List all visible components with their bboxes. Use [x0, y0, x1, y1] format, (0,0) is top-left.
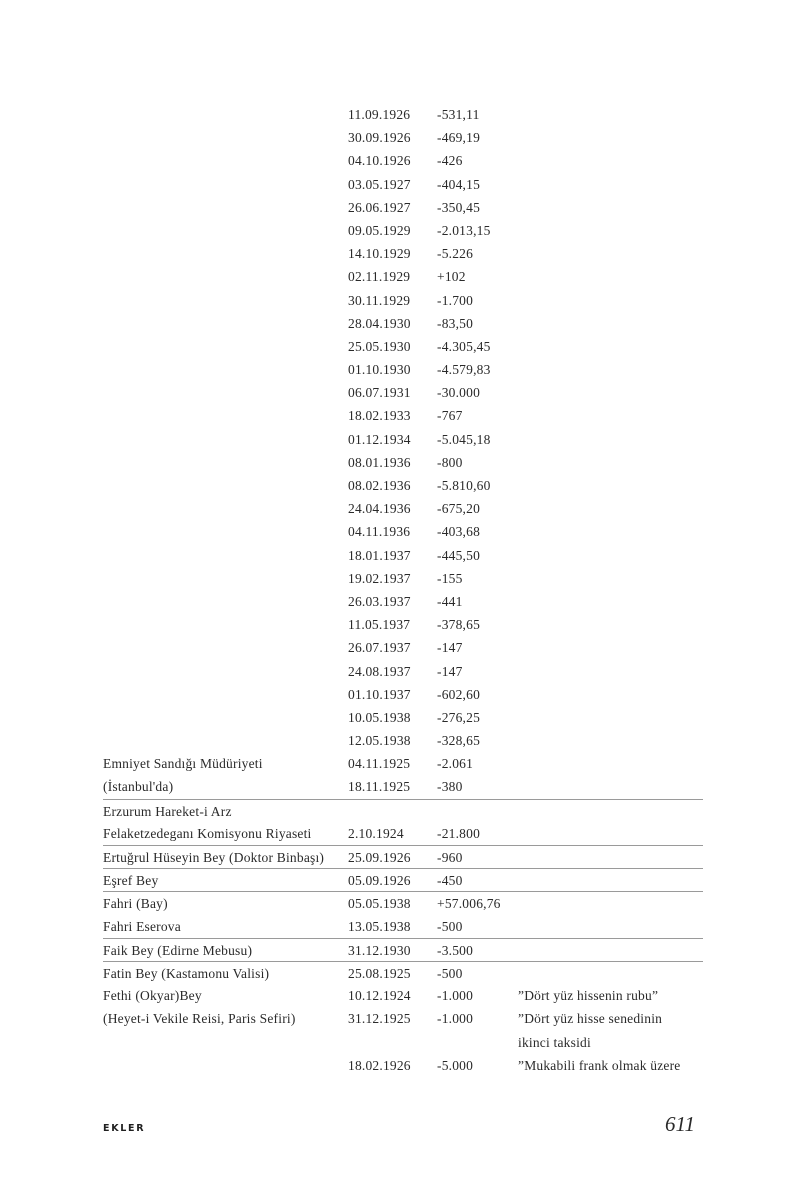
entry-amount: -960 [437, 850, 463, 865]
entry-name: Fatin Bey (Kastamonu Valisi) [103, 965, 270, 981]
entry-amount: -1.000 [437, 1011, 474, 1027]
entry-date: 25.05.1930 [348, 338, 411, 354]
entry-amount: -21.800 [437, 825, 481, 841]
entry-date: 08.01.1936 [348, 454, 411, 470]
entry-name [103, 683, 348, 706]
entry-name [103, 358, 348, 381]
entry-name [103, 613, 348, 636]
entry-name [103, 729, 348, 752]
entry-date: 24.04.1936 [348, 501, 411, 517]
entry-amount: -4.305,45 [437, 338, 491, 354]
table-row [103, 799, 703, 822]
entry-name [103, 335, 348, 358]
entry-date: 25.08.1925 [348, 965, 411, 981]
entry-amount: -147 [437, 640, 463, 656]
entry-date: 12.05.1938 [348, 733, 411, 749]
entry-name: Faik Bey (Edirne Mebusu) [103, 942, 253, 958]
entry-name: Ertuğrul Hüseyin Bey (Doktor Binbaşı) [103, 850, 325, 865]
entry-amount: -441 [437, 593, 463, 609]
entry-note [518, 660, 703, 683]
entry-note [518, 289, 703, 312]
entry-note [518, 474, 703, 497]
table-row [103, 544, 703, 567]
table-row [103, 289, 703, 312]
entry-amount: -500 [437, 965, 463, 981]
table-row [103, 196, 703, 219]
entry-note [518, 149, 703, 172]
entry-note [518, 636, 703, 659]
table-row [103, 497, 703, 520]
entry-amount: -5.000 [437, 1057, 474, 1073]
entry-amount: -800 [437, 454, 463, 470]
entry-date: 19.02.1937 [348, 570, 411, 586]
entry-note [518, 775, 703, 798]
entry-amount: -445,50 [437, 547, 481, 563]
entry-amount: -83,50 [437, 315, 474, 331]
page-footer [103, 1112, 695, 1137]
entry-date: 24.08.1937 [348, 663, 411, 679]
table-row [103, 1007, 703, 1030]
entry-amount: -328,65 [437, 733, 481, 749]
entry-date: 26.07.1937 [348, 640, 411, 656]
entry-note [518, 683, 703, 706]
entry-note [518, 358, 703, 381]
entry-date: 14.10.1929 [348, 246, 411, 262]
table-row [103, 242, 703, 265]
entry-amount: -404,15 [437, 176, 481, 192]
entry-name [103, 660, 348, 683]
table-row [103, 961, 703, 984]
entry-amount: -5.226 [437, 246, 474, 262]
entry-amount: -4.579,83 [437, 362, 491, 378]
entry-note [518, 520, 703, 543]
entry-name: Felaketzedeganı Komisyonu Riyaseti [103, 825, 312, 841]
entry-date: 18.02.1933 [348, 408, 411, 424]
entry-amount: -675,20 [437, 501, 481, 517]
entry-date: 28.04.1930 [348, 315, 411, 331]
entry-date: 26.06.1927 [348, 199, 411, 215]
entry-note [518, 544, 703, 567]
entry-amount: -5.045,18 [437, 431, 491, 447]
entry-name [103, 381, 348, 404]
entry-amount: -155 [437, 570, 463, 586]
entry-date: 11.05.1937 [348, 617, 411, 633]
entry-amount: -147 [437, 663, 463, 679]
entry-name [103, 567, 348, 590]
table-row [103, 404, 703, 427]
entry-amount: -767 [437, 408, 463, 424]
entry-name: Fethi (Okyar)Bey [103, 988, 202, 1004]
entry-date: 30.11.1929 [348, 292, 411, 308]
entry-date: 08.02.1936 [348, 478, 411, 493]
table-row [103, 729, 703, 752]
table-row [103, 173, 703, 196]
entry-note [518, 567, 703, 590]
table-row [103, 103, 703, 126]
entry-note [518, 613, 703, 636]
entry-note [518, 312, 703, 335]
entry-date: 09.05.1929 [348, 222, 411, 238]
entry-date: 25.09.1926 [348, 850, 411, 865]
entry-name [103, 219, 348, 242]
table-row [103, 381, 703, 404]
entry-name [103, 289, 348, 312]
entry-date: 04.11.1936 [348, 524, 411, 540]
entry-name [103, 173, 348, 196]
entry-note [518, 822, 703, 845]
entry-date: 10.12.1924 [348, 988, 411, 1004]
table-row [103, 474, 703, 497]
entry-date: 04.11.1925 [348, 756, 411, 772]
entry-date: 02.11.1929 [348, 269, 411, 285]
entry-date: 31.12.1925 [348, 1011, 411, 1027]
entry-date: 04.10.1926 [348, 153, 411, 169]
entry-date [348, 1031, 437, 1054]
entry-note [518, 451, 703, 474]
entry-note [518, 335, 703, 358]
entry-date: 05.05.1938 [348, 896, 411, 912]
entry-note [518, 497, 703, 520]
entry-name: Fahri (Bay) [103, 896, 168, 912]
table-row [103, 567, 703, 590]
entry-note [518, 428, 703, 451]
entry-amount: -276,25 [437, 709, 481, 725]
entry-amount: -3.500 [437, 942, 474, 958]
entry-name [103, 428, 348, 451]
entry-amount: -469,19 [437, 130, 481, 146]
entry-note [518, 242, 703, 265]
table-row [103, 590, 703, 613]
table-row [103, 312, 703, 335]
entry-name [103, 103, 348, 126]
table-row [103, 915, 703, 938]
entry-amount: -500 [437, 918, 463, 934]
entry-note: ikinci taksidi [518, 1034, 591, 1050]
entry-amount [437, 800, 518, 823]
entry-name [103, 265, 348, 288]
entry-note [518, 915, 703, 938]
entry-note [518, 196, 703, 219]
table-row [103, 868, 703, 891]
entry-amount [437, 1031, 518, 1054]
table-row [103, 613, 703, 636]
entry-amount: -5.810,60 [437, 478, 491, 493]
entry-name [103, 149, 348, 172]
entry-date: 05.09.1926 [348, 873, 411, 889]
entry-date: 26.03.1937 [348, 593, 411, 609]
entry-date: 10.05.1938 [348, 709, 411, 725]
entry-amount: -2.061 [437, 756, 474, 772]
entry-name [103, 1054, 348, 1077]
entry-note: ”Dört yüz hisse senedinin [518, 1011, 663, 1027]
entry-name [103, 520, 348, 543]
entry-note [518, 869, 703, 892]
table-row [103, 822, 703, 845]
entry-amount: +57.006,76 [437, 896, 501, 912]
entry-name [103, 242, 348, 265]
entry-note [518, 800, 703, 823]
table-row [103, 265, 703, 288]
table-row [103, 752, 703, 775]
entry-note [518, 729, 703, 752]
entry-note [518, 752, 703, 775]
entry-date: 13.05.1938 [348, 918, 411, 934]
table-row [103, 660, 703, 683]
entry-name: (Heyet-i Vekile Reisi, Paris Sefiri) [103, 1011, 296, 1027]
entry-date: 01.10.1930 [348, 362, 411, 378]
entry-amount: +102 [437, 269, 466, 285]
entry-name [103, 312, 348, 335]
table-row [103, 428, 703, 451]
ledger-table [103, 103, 703, 1077]
entry-note: ”Mukabili frank olmak üzere [518, 1057, 681, 1073]
entry-note [518, 381, 703, 404]
entry-note [518, 126, 703, 149]
entry-note [518, 706, 703, 729]
entry-name [103, 1031, 348, 1054]
entry-name [103, 404, 348, 427]
table-row [103, 706, 703, 729]
entry-name: Fahri Eserova [103, 918, 181, 934]
table-row [103, 1031, 703, 1054]
entry-date: 18.11.1925 [348, 779, 411, 795]
entry-name [103, 544, 348, 567]
entry-name [103, 196, 348, 219]
entry-note [518, 219, 703, 242]
entry-date: 03.05.1927 [348, 176, 411, 192]
table-row [103, 845, 703, 868]
entry-amount: -378,65 [437, 617, 481, 633]
table-row [103, 219, 703, 242]
table-row [103, 451, 703, 474]
entry-name [103, 590, 348, 613]
entry-note [518, 939, 703, 962]
entry-name: Erzurum Hareket-i Arz [103, 803, 232, 819]
entry-date: 11.09.1926 [348, 107, 411, 122]
entry-date: 18.01.1937 [348, 547, 411, 563]
entry-date: 06.07.1931 [348, 385, 411, 401]
entry-date: 2.10.1924 [348, 825, 404, 841]
entry-name [103, 706, 348, 729]
entry-amount: -1.000 [437, 988, 474, 1004]
entry-name [103, 126, 348, 149]
entry-amount: -350,45 [437, 199, 481, 215]
table-row [103, 775, 703, 798]
entry-amount: -531,11 [437, 107, 480, 122]
entry-note: ”Dört yüz hissenin rubu” [518, 988, 659, 1004]
entry-date: 01.10.1937 [348, 686, 411, 702]
table-row [103, 126, 703, 149]
page-number: 611 [665, 1112, 695, 1136]
entry-amount: -426 [437, 153, 463, 169]
entry-date: 30.09.1926 [348, 130, 411, 146]
entry-name [103, 636, 348, 659]
table-row [103, 984, 703, 1007]
table-row [103, 636, 703, 659]
entry-note [518, 404, 703, 427]
table-row [103, 683, 703, 706]
table-row [103, 358, 703, 381]
table-row [103, 149, 703, 172]
table-row [103, 938, 703, 961]
entry-date: 01.12.1934 [348, 431, 411, 447]
entry-date [348, 800, 437, 823]
table-row [103, 1054, 703, 1077]
entry-name [103, 497, 348, 520]
entry-note [518, 590, 703, 613]
entry-note [518, 962, 703, 985]
entry-amount: -30.000 [437, 385, 481, 401]
entry-date: 18.02.1926 [348, 1057, 411, 1073]
table-row [103, 335, 703, 358]
entry-name: Emniyet Sandığı Müdüriyeti [103, 756, 263, 772]
entry-note [518, 846, 703, 869]
entry-amount: -602,60 [437, 686, 481, 702]
entry-date: 31.12.1930 [348, 942, 411, 958]
entry-note [518, 265, 703, 288]
entry-name: Eşref Bey [103, 873, 159, 889]
footer-section-label: EKLER [103, 1123, 146, 1134]
entry-amount: -450 [437, 873, 463, 889]
entry-name [103, 474, 348, 497]
entry-amount: -2.013,15 [437, 222, 491, 238]
entry-amount: -380 [437, 779, 463, 795]
table-row [103, 520, 703, 543]
entry-amount: -403,68 [437, 524, 481, 540]
entry-note [518, 892, 703, 915]
entry-name [103, 451, 348, 474]
entry-note [518, 173, 703, 196]
entry-note [518, 103, 703, 126]
entry-name: (İstanbul'da) [103, 779, 174, 795]
entry-amount: -1.700 [437, 292, 474, 308]
table-row [103, 891, 703, 914]
